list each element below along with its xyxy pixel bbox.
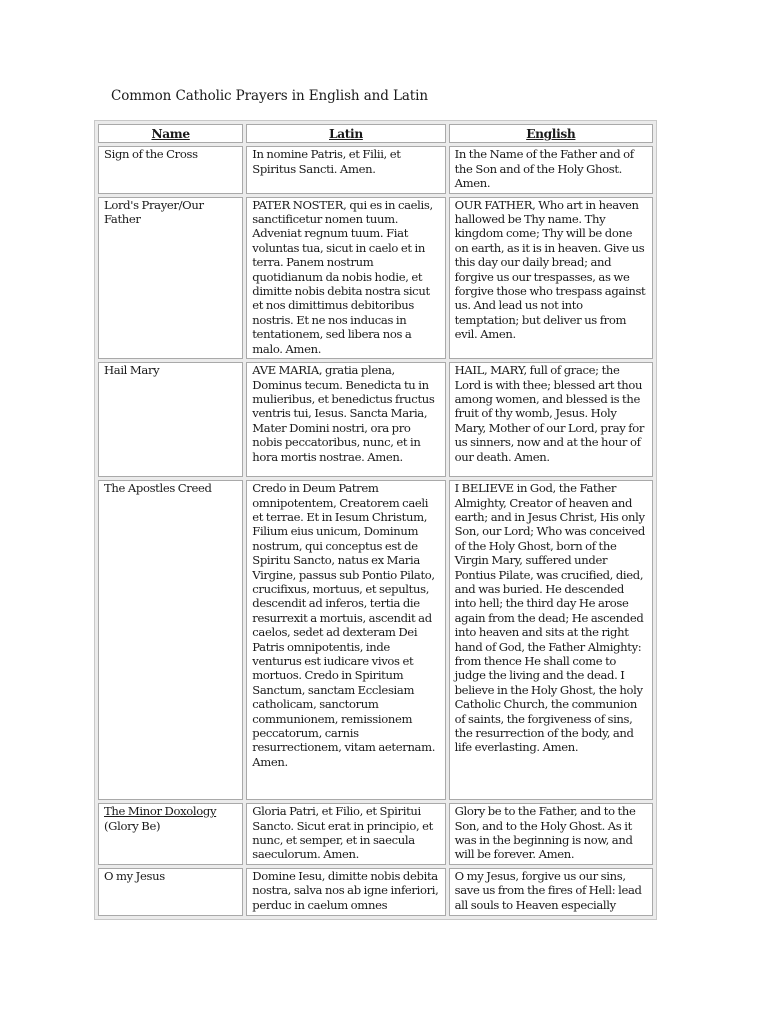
prayers-table bbox=[94, 120, 657, 920]
prayer-english-cell: HAIL, MARY, full of grace; the Lord is with thee; blessed art thou among women, and blessed is the fruit of thy womb, Jesus. Holy Mary, Mother of our Lord, pray for us sinners, now and at the hour of our death. Amen. bbox=[449, 362, 653, 477]
prayer-latin-cell: Gloria Patri, et Filio, et Spiritui Sancto. Sicut erat in principio, et nunc, et semper, et in saecula saeculorum. Amen. bbox=[246, 803, 445, 865]
prayer-english-cell: O my Jesus, forgive us our sins, save us from the fires of Hell: lead all souls to Heaven especially bbox=[449, 868, 653, 916]
prayer-name-cell: Lord's Prayer/Our Father bbox=[98, 197, 243, 359]
table-row bbox=[98, 868, 653, 916]
prayer-name-cell bbox=[98, 803, 243, 865]
column-header-english: English bbox=[449, 124, 653, 143]
prayer-english-cell: In the Name of the Father and of the Son and of the Holy Ghost. Amen. bbox=[449, 146, 653, 193]
minor-doxology-link[interactable]: The Minor Doxology bbox=[104, 804, 217, 819]
prayer-english-cell: Glory be to the Father, and to the Son, and to the Holy Ghost. As it was in the beginning is now, and will be forever. Amen. bbox=[449, 803, 653, 865]
prayer-name-cell: O my Jesus bbox=[98, 868, 243, 916]
column-header-name: Name bbox=[98, 124, 243, 143]
prayer-latin-cell: PATER NOSTER, qui es in caelis, sanctificetur nomen tuum. Adveniat regnum tuum. Fiat voluntas tua, sicut in caelo et in terra. Panem nostrum quotidianum da nobis hodie, et dimitte nobis debita nostra sicut et nos dimittimus debitoribus nostris. Et ne nos inducas in tentationem, sed libera nos a malo. Amen. bbox=[246, 197, 445, 359]
prayer-english-cell: I BELIEVE in God, the Father Almighty, Creator of heaven and earth; and in Jesus Christ, His only Son, our Lord; Who was conceived of the Holy Ghost, born of the Virgin Mary, suffered under Pontius Pilate, was crucified, died, and was buried. He descended into hell; the third day He arose again from the dead; He ascended into heaven and sits at the right hand of God, the Father Almighty: from thence He shall come to judge the living and the dead. I believe in the Holy Ghost, the holy Catholic Church, the communion of saints, the forgiveness of sins, the resurrection of the body, and life everlasting. Amen. bbox=[449, 480, 653, 800]
prayer-latin-cell: Credo in Deum Patrem omnipotentem, Creatorem caeli et terrae. Et in Iesum Christum, Filium eius unicum, Dominum nostrum, qui conceptus est de Spiritu Sancto, natus ex Maria Virgine, passus sub Pontio Pilato, crucifixus, mortuus, et sepultus, descendit ad inferos, tertia die resurrexit a mortuis, ascendit ad caelos, sedet ad dexteram Dei Patris omnipotentis, inde venturus est iudicare vivos et mortuos. Credo in Spiritum Sanctum, sanctam Ecclesiam catholicam, sanctorum communionem, remissionem peccatorum, carnis resurrectionem, vitam aeternam. Amen. bbox=[246, 480, 445, 800]
document-title: Common Catholic Prayers in English and Latin bbox=[111, 88, 428, 104]
table-row bbox=[98, 146, 653, 193]
prayer-name-cell: Hail Mary bbox=[98, 362, 243, 477]
prayer-latin-cell: Domine Iesu, dimitte nobis debita nostra, salva nos ab igne inferiori, perduc in caelum omnes bbox=[246, 868, 445, 916]
prayer-name-cell: The Apostles Creed bbox=[98, 480, 243, 800]
prayer-english-cell: OUR FATHER, Who art in heaven hallowed be Thy name. Thy kingdom come; Thy will be done on earth, as it is in heaven. Give us this day our daily bread; and forgive us our trespasses, as we forgive those who trespass against us. And lead us not into temptation; but deliver us from evil. Amen. bbox=[449, 197, 653, 359]
column-header-latin: Latin bbox=[246, 124, 445, 143]
table-header-row bbox=[98, 124, 653, 143]
prayer-latin-cell: AVE MARIA, gratia plena, Dominus tecum. Benedicta tu in mulieribus, et benedictus fructus ventris tui, Iesus. Sancta Maria, Mater Domini nostri, ora pro nobis peccatoribus, nunc, et in hora mortis nostrae. Amen. bbox=[246, 362, 445, 477]
prayer-name-suffix: (Glory Be) bbox=[104, 818, 161, 833]
table-row bbox=[98, 197, 653, 359]
prayer-name-cell: Sign of the Cross bbox=[98, 146, 243, 193]
table-row bbox=[98, 362, 653, 477]
table-row bbox=[98, 803, 653, 865]
table-row bbox=[98, 480, 653, 800]
prayer-latin-cell: In nomine Patris, et Filii, et Spiritus Sancti. Amen. bbox=[246, 146, 445, 193]
